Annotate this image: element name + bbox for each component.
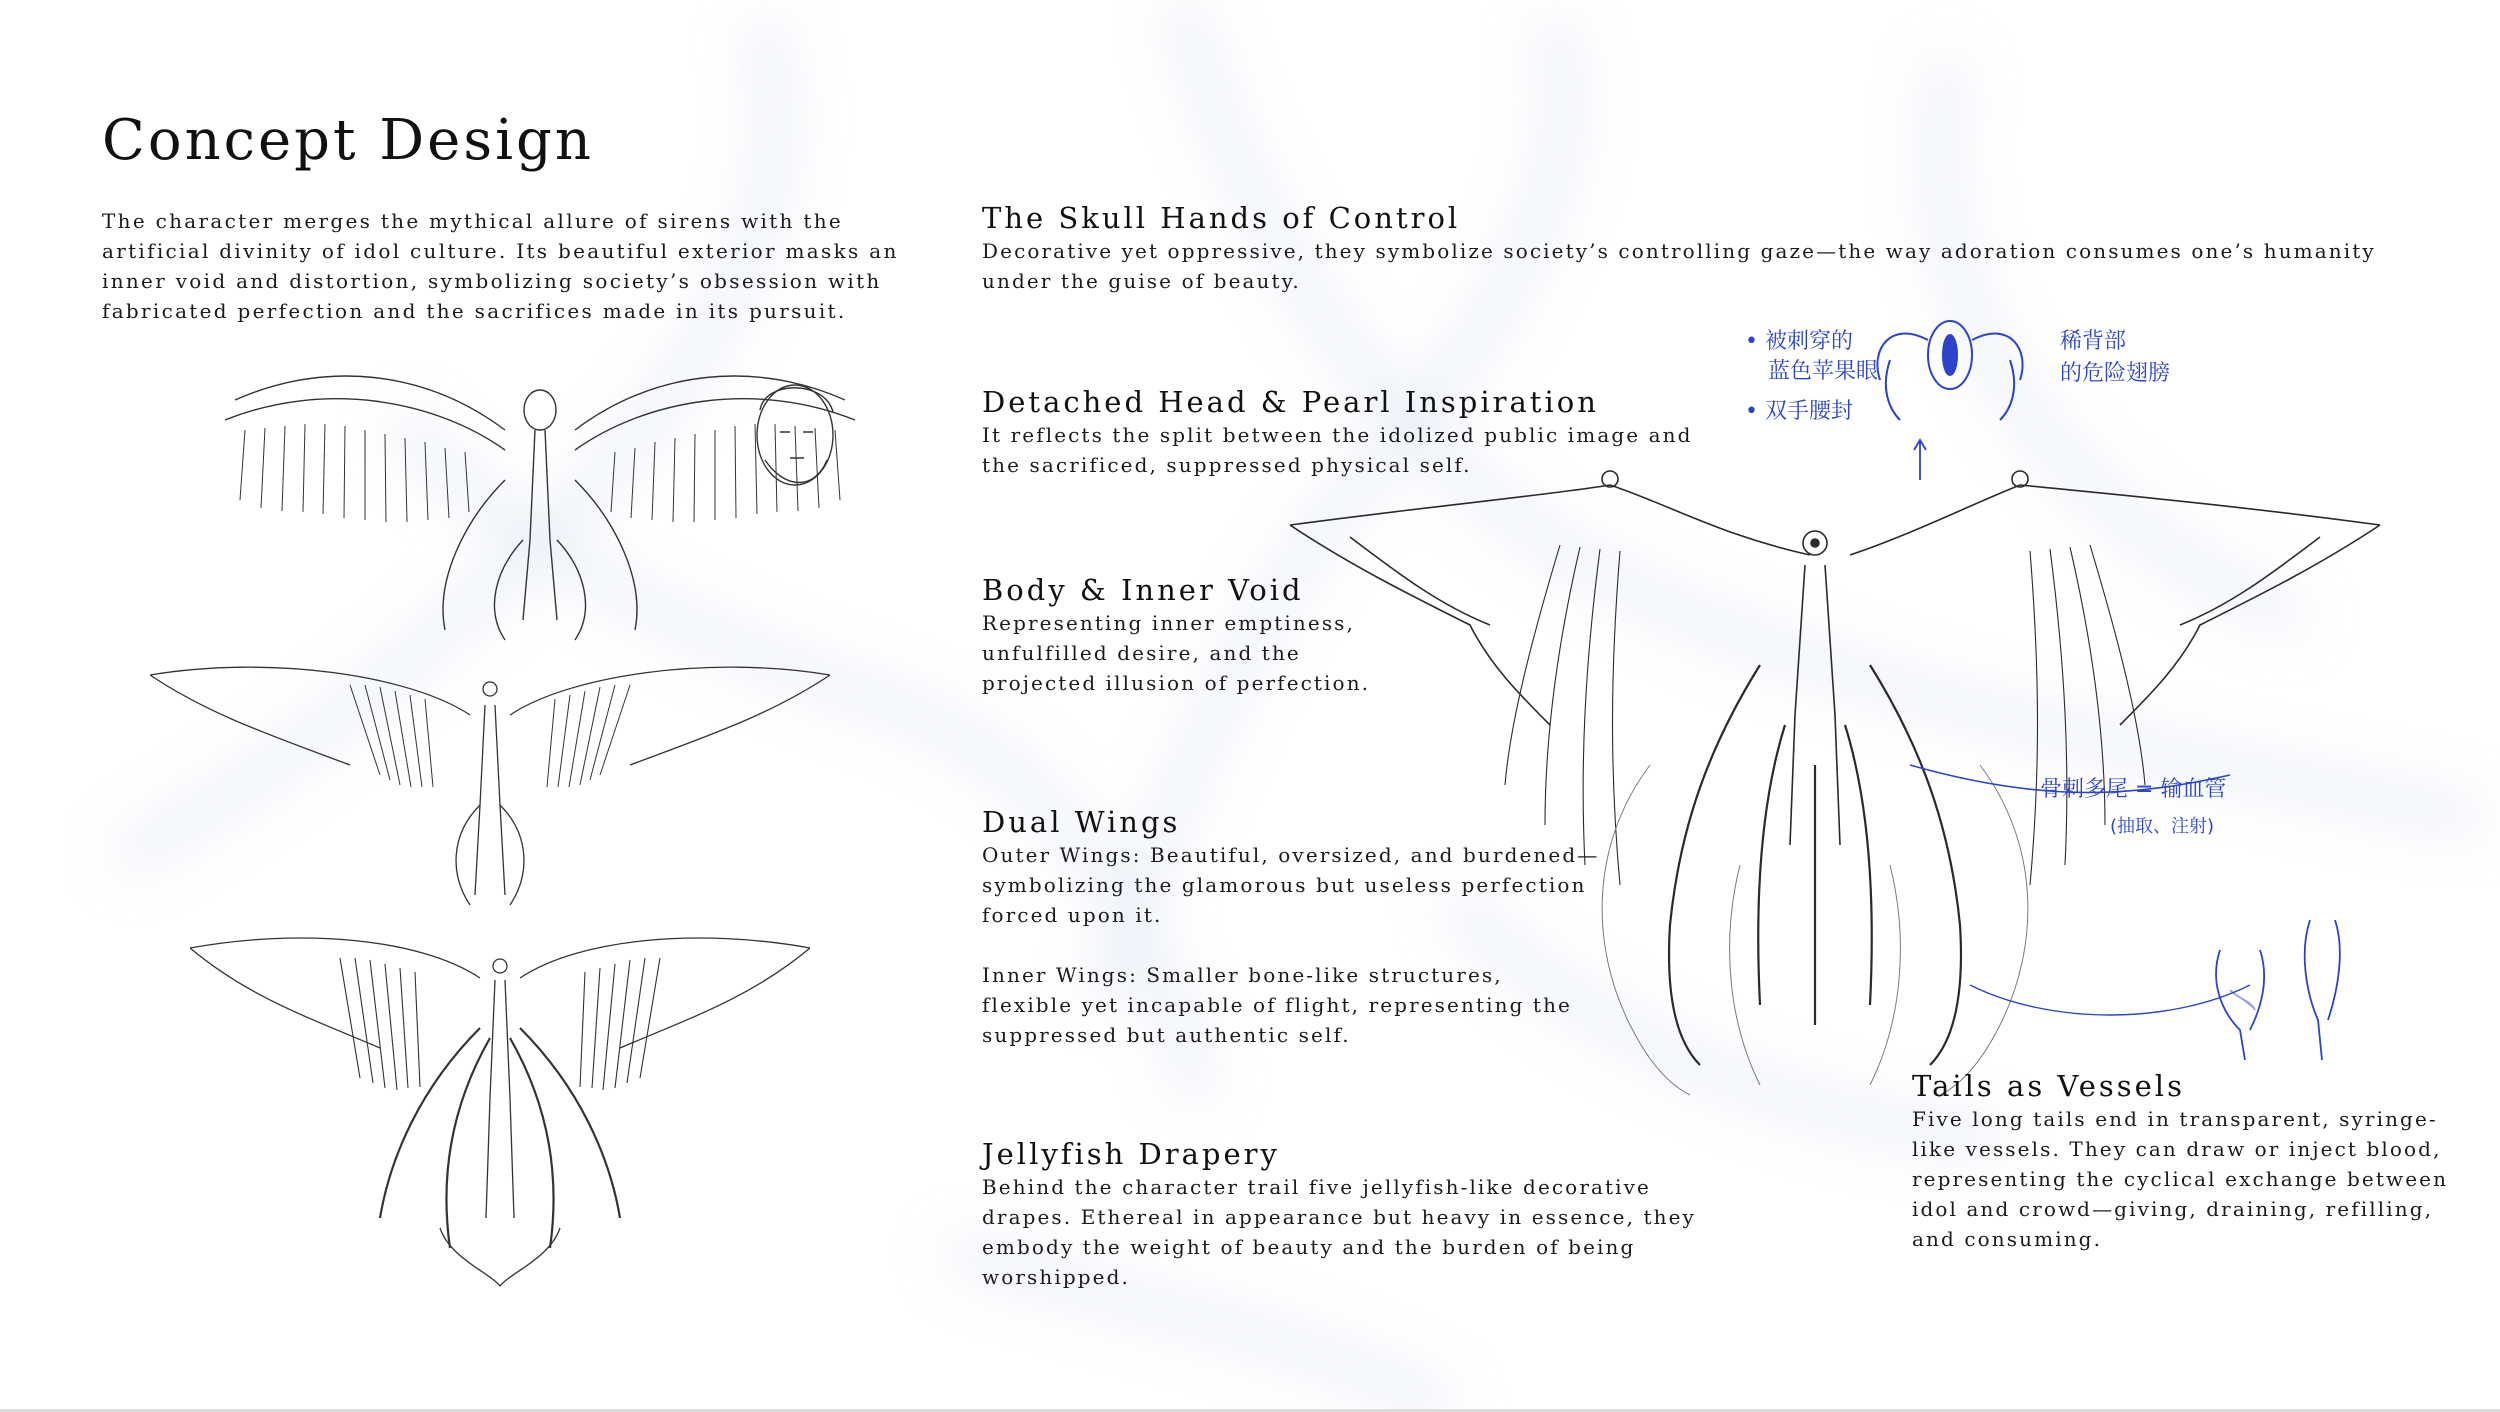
section-body: Five long tails end in transparent, syringe-like vessels. They can draw or inject blood, representing the cyclical exchange between idol and crowd—giving, draining, refilling, and consuming.: [1912, 1107, 2449, 1251]
section-tails-vessels: [1912, 1068, 2452, 1254]
concept-sketch-2: [150, 655, 830, 910]
section-heading: Dual Wings: [982, 805, 1181, 839]
section-body: Decorative yet oppressive, they symbolize society’s controlling gaze—the way adoration consumes one’s humanity under the guise of beauty.: [982, 239, 2376, 293]
section-jellyfish-drapery: [982, 1136, 1742, 1292]
concept-sketch-1: [205, 340, 875, 650]
intro-paragraph: The character merges the mythical allure of sirens with the artificial divinity of idol culture. Its beautiful exterior masks an inner void and distortion, symbolizing society’s obsession with fabricated perfection and the sacrifices made in its pursuit.: [102, 209, 899, 323]
section-heading: Detached Head & Pearl Inspiration: [982, 385, 1599, 419]
section-heading: Tails as Vessels: [1912, 1069, 2185, 1103]
annotation-note-3: • 双手腰封: [1745, 399, 1853, 424]
inner-wings-text: Inner Wings: Smaller bone-like structures, flexible yet incapable of flight, representing the suppressed but authentic self.: [982, 963, 1572, 1047]
annotation-note-4: 稀背部: [2060, 329, 2127, 354]
annotation-note-7: (抽取、注射): [2110, 816, 2215, 837]
section-body: It reflects the split between the idolized public image and the sacrificed, suppressed physical self.: [982, 423, 1693, 477]
section-skull-hands: [982, 200, 2402, 296]
section-heading: Jellyfish Drapery: [982, 1137, 1280, 1171]
vessel-sketch: [2200, 910, 2360, 1070]
annotation-note-6: 骨刺多尾 = 输血管: [2040, 777, 2227, 802]
outer-wings-text: Outer Wings: Beautiful, oversized, and burdened—symbolizing the glamorous but useless perfection forced upon it.: [982, 843, 1600, 927]
annotation-note-2: 蓝色苹果眼: [1768, 359, 1879, 384]
section-heading: The Skull Hands of Control: [982, 201, 1461, 235]
page-title: Concept Design: [102, 108, 594, 173]
section-body-inner-void: [982, 572, 1402, 698]
section-detached-head: [982, 384, 1702, 480]
section-heading: Body & Inner Void: [982, 573, 1304, 607]
annotation-note-5: 的危险翅膀: [2060, 361, 2171, 386]
section-body: Representing inner emptiness, unfulfilled desire, and the projected illusion of perfection.: [982, 611, 1371, 695]
annotation-note-1: • 被刺穿的: [1745, 329, 1853, 354]
section-body: Behind the character trail five jellyfish-like decorative drapes. Ethereal in appearance but heavy in essence, they embody the weight of beauty and the burden of being worshipped.: [982, 1175, 1696, 1289]
concept-sketch-3: [190, 918, 810, 1288]
section-dual-wings: [982, 804, 1602, 1050]
